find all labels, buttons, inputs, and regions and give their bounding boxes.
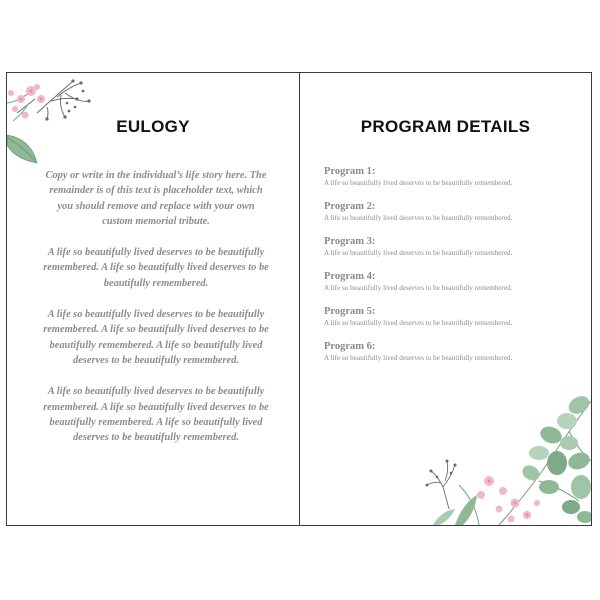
eucalyptus-floral-icon bbox=[419, 391, 591, 525]
program-title: Program 4: bbox=[324, 271, 376, 282]
program-item bbox=[324, 306, 581, 328]
eulogy-paragraph: A life so beautifully lived deserves to be beautifully remembered. A life so beautifully lived deserves to be beautifully remembered. A life so beautifully lived deserves to be beautifully remembered. bbox=[43, 386, 269, 444]
program-details-title: PROGRAM DETAILS bbox=[360, 117, 531, 136]
program-description: A life so beautifully lived deserves to be beautifully remembered. bbox=[324, 179, 513, 187]
eulogy-title: EULOGY bbox=[116, 117, 190, 136]
eulogy-body bbox=[41, 168, 271, 461]
eulogy-paragraph: Copy or write in the individual’s life story here. The remainder is of this text is placeholder text, which you should remove and replace with your own custom memorial tribute. bbox=[45, 170, 267, 227]
program-details-page bbox=[300, 73, 591, 525]
program-item bbox=[324, 341, 581, 363]
program-description: A life so beautifully lived deserves to be beautifully remembered. bbox=[324, 319, 513, 327]
eulogy-page bbox=[7, 73, 300, 525]
program-item bbox=[324, 236, 581, 258]
program-item bbox=[324, 271, 581, 293]
program-description: A life so beautifully lived deserves to be beautifully remembered. bbox=[324, 284, 513, 292]
program-title: Program 1: bbox=[324, 166, 376, 177]
program-title: Program 3: bbox=[324, 236, 376, 247]
eulogy-paragraph: A life so beautifully lived deserves to be beautifully remembered. A life so beautifully lived deserves to be beautifully remembered. A life so beautifully lived deserves to be beautifully remembered. bbox=[43, 309, 269, 366]
program-spread bbox=[6, 72, 592, 526]
eulogy-paragraph: A life so beautifully lived deserves to be beautifully remembered. A life so beautifully lived deserves to be beautifully remembered. bbox=[43, 247, 269, 289]
program-list bbox=[324, 166, 581, 376]
program-item bbox=[324, 166, 581, 188]
program-title: Program 6: bbox=[324, 341, 376, 352]
program-item bbox=[324, 201, 581, 223]
program-description: A life so beautifully lived deserves to be beautifully remembered. bbox=[324, 354, 513, 362]
program-description: A life so beautifully lived deserves to be beautifully remembered. bbox=[324, 214, 513, 222]
program-description: A life so beautifully lived deserves to be beautifully remembered. bbox=[324, 249, 513, 257]
program-title: Program 5: bbox=[324, 306, 376, 317]
program-title: Program 2: bbox=[324, 201, 376, 212]
